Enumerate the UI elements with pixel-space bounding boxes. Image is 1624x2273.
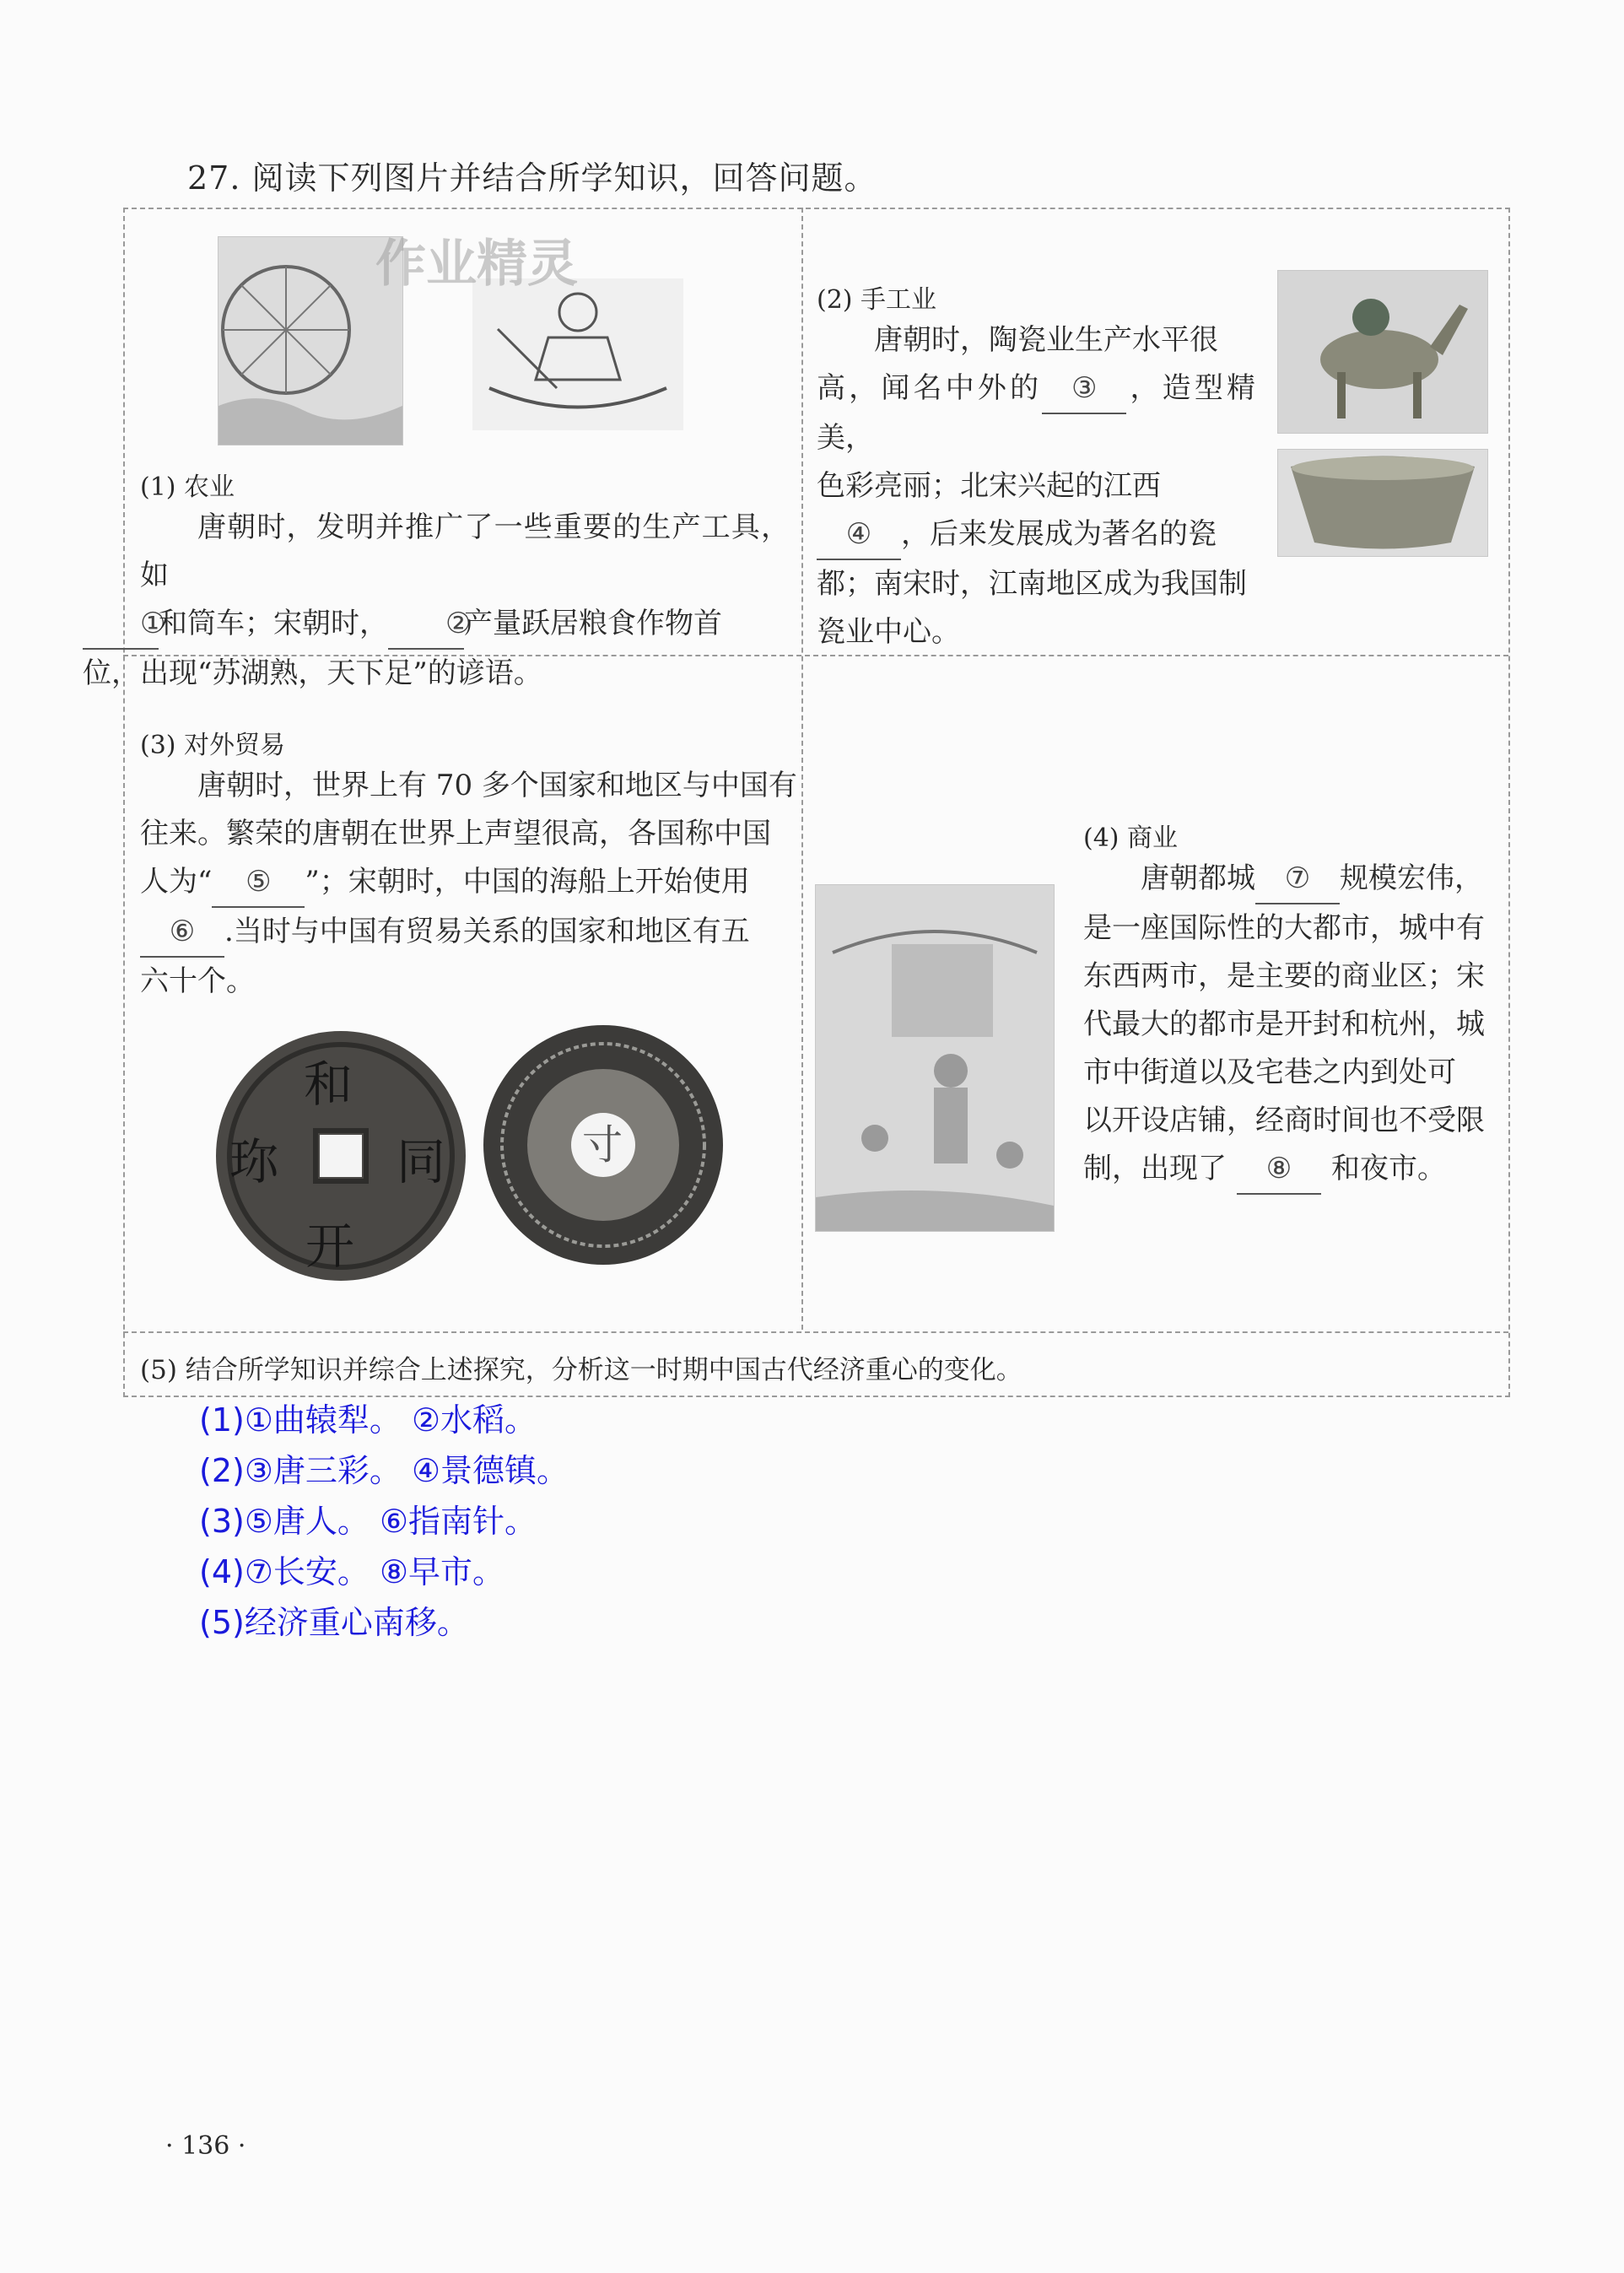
blank-4: ④ — [817, 510, 901, 560]
handicraft-heading: (2) 手工业 — [817, 285, 937, 315]
handicraft-text: 唐朝时，陶瓷业生产水平很 高，闻名中外的 ③ ，造型精美， 色彩亮丽；北宋兴起的江西 ④ ，后来发展成为著名的瓷 都；南宋时，江南地区成为我国制 瓷业中心。 — [817, 323, 1256, 649]
coin-char-bottom: 开 — [305, 1217, 355, 1275]
page-number: · 136 · — [165, 2131, 246, 2161]
porcelain-bowl-photo — [1277, 449, 1488, 557]
agriculture-text: 唐朝时，发明并推广了一些重要的生产工具，如 ①和筒车；宋朝时， ②产量跃居粮食作物首 位，出现“苏湖熟，天下足”的谚语。 — [83, 510, 790, 690]
answer-line: (5)经济重心南移。 — [199, 1604, 469, 1641]
question-title: 27. 阅读下列图片并结合所学知识，回答问题。 — [187, 159, 877, 197]
blank-8: ⑧ — [1237, 1145, 1321, 1195]
answer-line: (2)③唐三彩。 ④景德镇。 — [199, 1452, 569, 1489]
market-scene-illustration — [815, 884, 1055, 1232]
blank-1: ① — [83, 600, 159, 650]
agriculture-heading: (1) 农业 — [140, 472, 235, 502]
grid-divider-row2 — [123, 1331, 1508, 1333]
answer-line: (4)⑦长安。 ⑧早市。 — [199, 1553, 505, 1590]
trade-heading: (3) 对外贸易 — [140, 731, 286, 760]
blank-6: ⑥ — [140, 908, 224, 958]
coin-char-top: 和 — [304, 1056, 353, 1113]
answer-line: (1)①曲辕犁。 ②水稻。 — [199, 1401, 537, 1439]
plowing-figure-illustration — [472, 278, 683, 430]
commerce-heading: (4) 商业 — [1083, 823, 1179, 853]
coin-char-left: 珎 — [229, 1133, 279, 1190]
commerce-text: 唐朝都城 ⑦ 规模宏伟， 是一座国际性的大都市，城中有 东西两市，是主要的商业区；宋 代最大的都市是开封和杭州，城 市中街道以及宅巷之内到处可 以开设店铺，经商时间也不受限 制，出现了 ⑧ 和夜市。 — [1083, 855, 1498, 1195]
blank-3: ③ — [1042, 364, 1126, 414]
blank-5: ⑤ — [212, 858, 305, 908]
tri-color-camel-photo — [1277, 270, 1488, 434]
answer-line: (3)⑤唐人。 ⑥指南针。 — [199, 1503, 537, 1540]
blank-2: ② — [388, 600, 464, 650]
watermark: 作业精灵 — [375, 235, 578, 294]
grid-divider-vertical — [801, 208, 803, 1330]
analysis-prompt: (5) 结合所学知识并综合上述探究，分析这一时期中国古代经济重心的变化。 — [140, 1355, 1022, 1385]
coin-char-right: 同 — [397, 1133, 446, 1190]
trade-text: 唐朝时，世界上有 70 多个国家和地区与中国有 往来。繁荣的唐朝在世界上声望很高，各国称中国 人为“ ⑤ ”；宋朝时，中国的海船上开始使用 ⑥ .当时与中国有贸易关系的国家和地区有五 六十个。 — [140, 769, 797, 998]
blank-7: ⑦ — [1255, 855, 1340, 904]
coin-back-char: 寸 — [582, 1121, 623, 1169]
